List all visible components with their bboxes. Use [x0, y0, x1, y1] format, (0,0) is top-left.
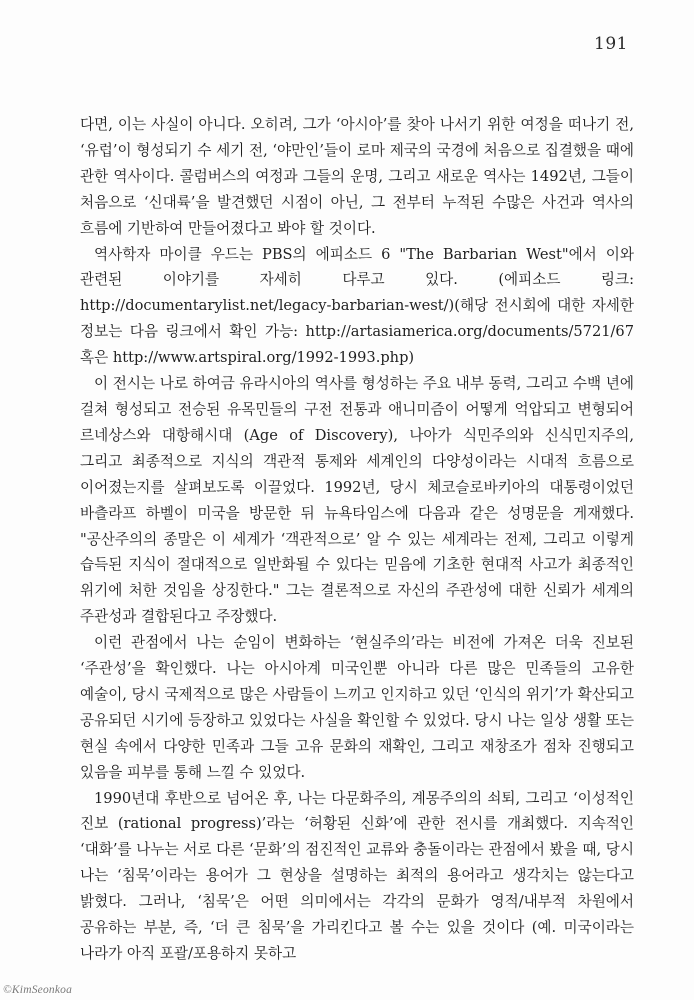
paragraph-1: 다면, 이는 사실이 아니다. 오히려, 그가 ‘아시아’를 찾아 나서기 위한 여정을 떠나기 전, ‘유럽’이 형성되기 수 세기 전, ‘야만인’들이 로마 제국의 국경에 처음으로 집결했을 때에 관한 역사이다. 콜럼버스의 여정과 그들의 운명, 그리고 새로운 역사는 1492년, 그들이 처음으로 ‘신대륙’을 발견했던 시점이 아닌, 그 전부터 누적된 수많은 사건과 역사의 흐름에 기반하여 만들어졌다고 봐야 할 것이다. — [80, 116, 634, 237]
paragraph-5: 1990년대 후반으로 넘어온 후, 나는 다문화주의, 계몽주의의 쇠퇴, 그리고 ‘이성적인 진보 (rational progress)’라는 ‘허황된 신화’에 관한 전시를 개최했다. 지속적인 ‘대화’를 나누는 서로 다른 ‘문화’의 점진적인 교류와 충돌이라는 관점에서 봤을 때, 당시 나는 ‘침묵’이라는 용어가 그 현상을 설명하는 최적의 용어라고 생각치는 않는다고 밝혔다. 그러나, ‘침묵’은 어떤 의미에서는 각각의 문화가 영적/내부적 차원에서 공유하는 부분, 즉, ‘더 큰 침묵’을 가리킨다고 볼 수는 있을 것이다 (예. 미국이라는 나라가 아직 포괄/포용하지 못하고 — [80, 789, 634, 962]
paragraph-4: 이런 관점에서 나는 순임이 변화하는 ‘현실주의’라는 비전에 가져온 더욱 진보된 ‘주관성’을 확인했다. 나는 아시아계 미국인뿐 아니라 다른 많은 민족들의 고유한 예술이, 당시 국제적으로 많은 사람들이 느끼고 인지하고 있던 ‘인식의 위기’가 확산되고 공유되던 시기에 등장하고 있었다는 사실을 확인할 수 있었다. 당시 나는 일상 생활 또는 현실 속에서 다양한 민족과 그들 고유 문화의 재확인, 그리고 재창조가 점차 진행되고 있음을 피부를 통해 느낄 수 있었다. — [80, 634, 634, 781]
paragraph-3: 이 전시는 나로 하여금 유라시아의 역사를 형성하는 주요 내부 동력, 그리고 수백 년에 걸쳐 형성되고 전승된 유목민들의 구전 전통과 애니미즘이 어떻게 억압되고 변형되어 르네상스와 대항해시대 (Age of Discovery), 나아가 식민주의와 신식민지주의, 그리고 최종적으로 지식의 객관적 통제와 세계인의 다양성이라는 시대적 흐름으로 이어졌는지를 살펴보도록 이끌었다. 1992년, 당시 체코슬로바키아의 대통령이었던 바츨라프 하벨이 미국을 방문한 뒤 뉴욕타임스에 다음과 같은 성명문을 게재했다. "공산주의의 종말은 이 세계가 ‘객관적으로’ 알 수 있는 세계라는 전제, 그리고 이렇게 습득된 지식이 절대적으로 일반화될 수 있다는 믿음에 기초한 현대적 사고가 최종적인 위기에 처한 것임을 상징한다." 그는 결론적으로 자신의 주관성에 대한 신뢰가 세계의 주관성과 결합된다고 주장했다. — [80, 375, 634, 626]
paragraph-2: 역사학자 마이클 우드는 PBS의 에피소드 6 "The Barbarian West"에서 이와 관련된 이야기를 자세히 다루고 있다. (에피소드 링크: http://documentarylist.net/legacy-barbarian-west/)(해당 전시회에 대한 자세한 정보는 다음 링크에서 확인 가능: http://artasiamerica.org/documents/5721/67 혹은 http://www.artspiral.org/1992-1993.php) — [80, 245, 634, 367]
page-body — [80, 112, 634, 967]
copyright-watermark: ©KimSeonkoa — [3, 984, 73, 996]
page-number: 191 — [594, 34, 628, 54]
